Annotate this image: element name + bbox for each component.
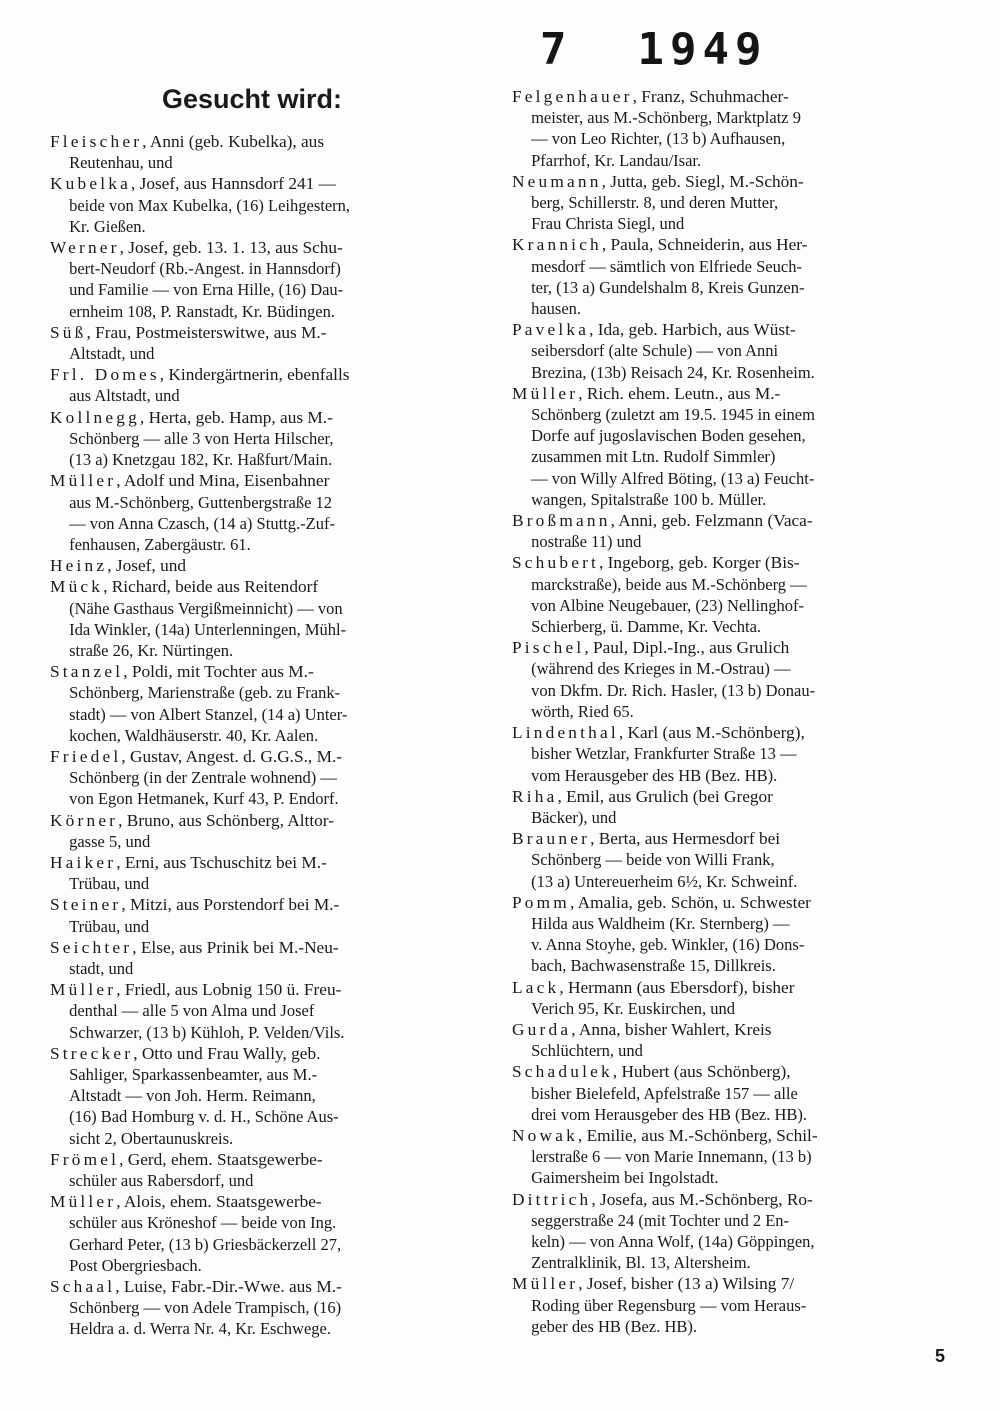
entry-line bbox=[50, 576, 490, 597]
entry-line: stadt, und bbox=[69, 958, 134, 978]
search-entry bbox=[50, 407, 490, 471]
entry-line: aus Altstadt, und bbox=[69, 386, 180, 406]
entry-line: bisher Bielefeld, Apfelstraße 157 — alle bbox=[531, 1083, 798, 1103]
entry-line: Post Obergriesbach. bbox=[69, 1255, 202, 1275]
right-entry-list bbox=[512, 86, 952, 1337]
entry-text: , Paula, Schneiderin, aus Her- bbox=[601, 235, 808, 255]
entry-line: Schönberg — beide von Willi Frank, bbox=[531, 850, 775, 870]
entry-text: , Richard, beide aus Reitendorf bbox=[103, 577, 319, 597]
entry-line bbox=[50, 407, 490, 428]
search-entry bbox=[512, 234, 952, 319]
entry-line bbox=[50, 661, 490, 682]
entry-text: , Adolf und Mina, Eisenbahner bbox=[116, 471, 330, 491]
entry-name: Pavelka bbox=[512, 320, 590, 340]
left-entry-list bbox=[50, 131, 490, 1340]
search-entry bbox=[512, 892, 952, 977]
entry-text: , Kindergärtnerin, ebenfalls bbox=[159, 365, 350, 385]
search-entry bbox=[50, 1149, 490, 1191]
entry-text: , Emil, aus Grulich (bei Gregor bbox=[557, 786, 773, 806]
entry-line bbox=[50, 746, 490, 767]
entry-name: Kubelka bbox=[50, 174, 131, 194]
entry-name: Heinz bbox=[50, 556, 108, 576]
entry-name: Kollnegg bbox=[50, 407, 140, 427]
search-entry bbox=[512, 1273, 952, 1337]
entry-text: , Frau, Postmeisterswitwe, aus M.- bbox=[86, 322, 327, 342]
search-entry bbox=[50, 810, 490, 852]
entry-text: , Bruno, aus Schönberg, Alttor- bbox=[118, 810, 334, 830]
entry-name: Lindenthal bbox=[512, 723, 619, 743]
entry-line: ernheim 108, P. Ranstadt, Kr. Büdingen. bbox=[69, 301, 335, 321]
date-stamp: 7 1949 bbox=[540, 24, 768, 75]
entry-line: Gaimersheim bei Ingolstadt. bbox=[531, 1168, 719, 1188]
search-entry bbox=[50, 937, 490, 979]
page-heading: Gesucht wird: bbox=[162, 84, 343, 114]
entry-line bbox=[512, 977, 952, 998]
entry-line: — von Willy Alfred Böting, (13 a) Feucht- bbox=[531, 468, 815, 488]
entry-name: Stanzel bbox=[50, 662, 124, 682]
entry-line: aus M.-Schönberg, Guttenbergstraße 12 bbox=[69, 492, 333, 512]
entry-line bbox=[512, 722, 952, 743]
search-entry bbox=[50, 852, 490, 894]
search-entry bbox=[50, 322, 490, 364]
entry-line: Schönberg — von Adele Trampisch, (16) bbox=[69, 1298, 342, 1318]
entry-name: Broßmann bbox=[512, 511, 611, 531]
entry-name: Steiner bbox=[50, 895, 122, 915]
entry-line: (13 a) Knetzgau 182, Kr. Haßfurt/Main. bbox=[69, 450, 333, 470]
entry-line: berg, Schillerstr. 8, und deren Mutter, bbox=[531, 193, 779, 213]
entry-line: geber des HB (Bez. HB). bbox=[531, 1316, 698, 1336]
entry-name: Körner bbox=[50, 810, 119, 830]
entry-name: Frl. Domes bbox=[50, 365, 160, 385]
entry-name: Gurda bbox=[512, 1019, 572, 1039]
search-entry bbox=[512, 171, 952, 235]
entry-line: und Familie — von Erna Hille, (16) Dau- bbox=[69, 280, 344, 300]
entry-line bbox=[50, 555, 490, 576]
entry-line bbox=[512, 786, 952, 807]
entry-line bbox=[512, 1189, 952, 1210]
entry-line bbox=[50, 852, 490, 873]
entry-line: ter, (13 a) Gundelshalm 8, Kreis Gunzen- bbox=[531, 277, 805, 297]
entry-line: hausen. bbox=[531, 299, 582, 319]
entry-text: , Amalia, geb. Schön, u. Schwester bbox=[569, 892, 811, 912]
entry-line: bach, Bachwasenstraße 15, Dillkreis. bbox=[531, 956, 776, 976]
entry-text: , Ida, geb. Harbich, aus Wüst- bbox=[589, 320, 796, 340]
entry-line: schüler aus Rabersdorf, und bbox=[69, 1171, 254, 1190]
entry-line bbox=[512, 510, 952, 531]
entry-line: zusammen mit Ltn. Rudolf Simmler) bbox=[531, 447, 776, 467]
search-entry bbox=[512, 319, 952, 383]
entry-line: fenhausen, Zabergäustr. 61. bbox=[69, 534, 251, 554]
entry-name: Dittrich bbox=[512, 1189, 592, 1209]
entry-text: , Anni, geb. Felzmann (Vaca- bbox=[610, 511, 813, 531]
entry-line: Schierberg, ü. Damme, Kr. Vechta. bbox=[531, 617, 762, 637]
entry-line: Gerhard Peter, (13 b) Griesbäckerzell 27, bbox=[69, 1234, 342, 1254]
entry-line: mesdorf — sämtlich von Elfriede Seuch- bbox=[531, 256, 802, 276]
entry-text: , Karl (aus M.-Schönberg), bbox=[618, 723, 805, 743]
entry-line: wangen, Spitalstraße 100 b. Müller. bbox=[531, 489, 767, 509]
entry-line bbox=[512, 637, 952, 658]
search-entry bbox=[512, 1189, 952, 1274]
entry-line bbox=[512, 892, 952, 913]
entry-line: v. Anna Stoyhe, geb. Winkler, (16) Dons- bbox=[531, 935, 805, 955]
entry-line bbox=[50, 937, 490, 958]
entry-line: schüler aus Kröneshof — beide von Ing. bbox=[69, 1213, 337, 1233]
entry-text: , Alois, ehem. Staatsgewerbe- bbox=[116, 1192, 322, 1212]
entry-line: drei vom Herausgeber des HB (Bez. HB). bbox=[531, 1104, 808, 1124]
entry-name: Werner bbox=[50, 238, 120, 258]
entry-line: von Dkfm. Dr. Rich. Hasler, (13 b) Donau- bbox=[531, 680, 816, 700]
entry-line: seggerstraße 24 (mit Tochter und 2 En- bbox=[531, 1210, 790, 1230]
search-entry bbox=[512, 786, 952, 828]
entry-line: Pfarrhof, Kr. Landau/Isar. bbox=[531, 150, 702, 170]
entry-line: (13 a) Untereuerheim 6½, Kr. Schweinf. bbox=[531, 871, 798, 891]
entry-text: , Josef, aus Hannsdorf 241 — bbox=[130, 174, 336, 194]
entry-line: bert-Neudorf (Rb.-Angest. in Hannsdorf) bbox=[69, 259, 341, 279]
search-entry bbox=[50, 364, 490, 406]
search-entry bbox=[50, 1276, 490, 1340]
entry-line: Dorfe auf jugoslavischen Boden gesehen, bbox=[531, 426, 806, 446]
entry-line: Zentralklinik, Bl. 13, Altersheim. bbox=[531, 1253, 751, 1273]
search-entry bbox=[50, 470, 490, 555]
entry-line: Altstadt — von Joh. Herm. Reimann, bbox=[69, 1086, 316, 1106]
entry-name: Neumann bbox=[512, 171, 602, 191]
entry-line: seibersdorf (alte Schule) — von Anni bbox=[531, 341, 779, 361]
entry-text: , Otto und Frau Wally, geb. bbox=[133, 1043, 321, 1063]
entry-line: von Albine Neugebauer, (23) Nellinghof- bbox=[531, 595, 805, 615]
search-entry bbox=[512, 1125, 952, 1189]
entry-line: Ida Winkler, (14a) Unterlenningen, Mühl- bbox=[69, 619, 347, 639]
entry-name: Süß bbox=[50, 322, 87, 342]
entry-line: Trübau, und bbox=[69, 916, 150, 936]
entry-line bbox=[50, 173, 490, 194]
entry-line: lerstraße 6 — von Marie Innemann, (13 b) bbox=[531, 1147, 812, 1167]
entry-text: , Mitzi, aus Porstendorf bei M.- bbox=[121, 895, 340, 915]
entry-name: Müller bbox=[50, 471, 117, 491]
entry-line: Frau Christa Siegl, und bbox=[531, 214, 685, 234]
entry-line: — von Leo Richter, (13 b) Aufhausen, bbox=[531, 129, 786, 149]
entry-line: bisher Wetzlar, Frankfurter Straße 13 — bbox=[531, 744, 797, 764]
entry-name: Müller bbox=[50, 1192, 117, 1212]
entry-text: , Hubert (aus Schönberg), bbox=[612, 1062, 791, 1082]
entry-line: Schönberg — alle 3 von Herta Hilscher, bbox=[69, 428, 334, 448]
search-entry bbox=[50, 131, 490, 173]
entry-name: Müller bbox=[512, 1274, 579, 1294]
entry-name: Mück bbox=[50, 577, 104, 597]
entry-line: Schönberg (in der Zentrale wohnend) — bbox=[69, 768, 337, 788]
search-entry bbox=[512, 552, 952, 637]
entry-line: — von Anna Czasch, (14 a) Stuttg.-Zuf- bbox=[69, 513, 335, 533]
entry-line: wörth, Ried 65. bbox=[531, 701, 634, 721]
search-entry bbox=[50, 237, 490, 322]
entry-text: , Gustav, Angest. d. G.G.S., M.- bbox=[121, 746, 343, 766]
entry-text: , Josef, und bbox=[107, 556, 186, 576]
entry-line bbox=[50, 1043, 490, 1064]
entry-line: stadt) — von Albert Stanzel, (14 a) Unter- bbox=[69, 704, 348, 724]
search-entry bbox=[50, 576, 490, 661]
search-entry bbox=[50, 1191, 490, 1276]
entry-line: kochen, Waldhäuserstr. 40, Kr. Aalen. bbox=[69, 725, 319, 745]
entry-line: Heldra a. d. Werra Nr. 4, Kr. Eschwege. bbox=[69, 1319, 331, 1339]
entry-line: Schönberg, Marienstraße (geb. zu Frank- bbox=[69, 683, 341, 703]
search-entry bbox=[512, 1019, 952, 1061]
entry-line: keln) — von Anna Wolf, (14a) Göppingen, bbox=[531, 1231, 815, 1251]
search-entry bbox=[50, 555, 490, 576]
entry-text: , Gerd, ehem. Staatsgewerbe- bbox=[119, 1149, 323, 1169]
entry-line bbox=[50, 1149, 490, 1170]
entry-name: Frömel bbox=[50, 1149, 120, 1169]
entry-line bbox=[50, 470, 490, 491]
left-column bbox=[50, 0, 490, 1340]
search-entry bbox=[50, 894, 490, 936]
entry-text: , Anni (geb. Kubelka), aus bbox=[142, 132, 325, 152]
entry-text: , Rich. ehem. Leutn., aus M.- bbox=[578, 383, 781, 403]
entry-line: gasse 5, und bbox=[69, 831, 151, 851]
entry-line: straße 26, Kr. Nürtingen. bbox=[69, 640, 234, 660]
entry-name: Felgenhauer bbox=[512, 87, 633, 106]
entry-text: , Jutta, geb. Siegl, M.-Schön- bbox=[601, 171, 804, 191]
search-entry bbox=[50, 661, 490, 746]
entry-line: Roding über Regensburg — vom Heraus- bbox=[531, 1295, 807, 1315]
entry-line bbox=[50, 810, 490, 831]
entry-line: Kr. Gießen. bbox=[69, 216, 146, 236]
search-entry bbox=[512, 383, 952, 510]
entry-line bbox=[512, 552, 952, 573]
search-entry bbox=[50, 746, 490, 810]
search-entry bbox=[512, 977, 952, 1019]
entry-line: Brezina, (13b) Reisach 24, Kr. Rosenheim. bbox=[531, 362, 815, 382]
entry-text: , Luise, Fabr.-Dir.-Wwe. aus M.- bbox=[115, 1277, 342, 1297]
entry-line bbox=[50, 322, 490, 343]
entry-line: (Nähe Gasthaus Vergißmeinnicht) — von bbox=[69, 598, 343, 618]
search-entry bbox=[512, 1061, 952, 1125]
search-entry bbox=[50, 173, 490, 237]
search-entry bbox=[50, 979, 490, 1043]
entry-line bbox=[512, 234, 952, 255]
entry-text: , Josef, geb. 13. 1. 13, aus Schu- bbox=[119, 238, 343, 258]
entry-line: beide von Max Kubelka, (16) Leihgestern, bbox=[69, 195, 351, 215]
entry-name: Riha bbox=[512, 786, 558, 806]
entry-name: Friedel bbox=[50, 746, 122, 766]
entry-name: Schadulek bbox=[512, 1062, 613, 1082]
entry-text: , Paul, Dipl.-Ing., aus Grulich bbox=[584, 638, 790, 658]
entry-line: Schönberg (zuletzt am 19.5. 1945 in einem bbox=[531, 405, 815, 425]
entry-name: Pischel bbox=[512, 638, 585, 658]
entry-line bbox=[50, 979, 490, 1000]
entry-line: sicht 2, Obertaunuskreis. bbox=[69, 1128, 234, 1148]
entry-name: Haiker bbox=[50, 852, 117, 872]
page-number: 5 bbox=[935, 1346, 946, 1366]
entry-line: Schlüchtern, und bbox=[531, 1041, 643, 1061]
search-entry bbox=[512, 828, 952, 892]
entry-line bbox=[512, 171, 952, 192]
entry-line bbox=[512, 86, 952, 107]
right-column bbox=[512, 0, 952, 1337]
entry-line: Altstadt, und bbox=[69, 344, 155, 364]
search-entry bbox=[512, 510, 952, 552]
entry-line bbox=[50, 364, 490, 385]
entry-text: , Berta, aus Hermesdorf bei bbox=[590, 829, 781, 849]
entry-line: meister, aus M.-Schönberg, Marktplatz 9 bbox=[531, 108, 802, 128]
entry-line bbox=[512, 1125, 952, 1146]
entry-line: (16) Bad Homburg v. d. H., Schöne Aus- bbox=[69, 1107, 339, 1127]
entry-line bbox=[512, 828, 952, 849]
search-entry bbox=[512, 722, 952, 786]
entry-line: denthal — alle 5 von Alma und Josef bbox=[69, 1001, 315, 1021]
entry-text: , Friedl, aus Lobnig 150 ü. Freu- bbox=[116, 980, 342, 1000]
entry-name: Seichter bbox=[50, 937, 133, 957]
entry-text: , Josef, bisher (13 a) Wilsing 7/ bbox=[578, 1274, 795, 1294]
entry-line: (während des Krieges in M.-Ostrau) — bbox=[531, 659, 791, 679]
search-entry bbox=[50, 1043, 490, 1149]
search-entry bbox=[512, 86, 952, 171]
entry-line bbox=[50, 1191, 490, 1212]
entry-text: , Ingeborg, geb. Korger (Bis- bbox=[599, 553, 800, 573]
entry-name: Strecker bbox=[50, 1043, 134, 1063]
entry-text: , Else, aus Prinik bei M.-Neu- bbox=[132, 937, 339, 957]
entry-name: Pomm bbox=[512, 892, 570, 912]
entry-name: Fleischer bbox=[50, 132, 143, 152]
entry-line bbox=[50, 237, 490, 258]
entry-name: Schaal bbox=[50, 1277, 116, 1297]
entry-name: Müller bbox=[512, 383, 579, 403]
entry-line bbox=[512, 1019, 952, 1040]
search-entry bbox=[512, 637, 952, 722]
entry-line bbox=[512, 319, 952, 340]
entry-line: von Egon Hetmanek, Kurf 43, P. Endorf. bbox=[69, 789, 339, 809]
entry-line: Sahliger, Sparkassenbeamter, aus M.- bbox=[69, 1064, 318, 1084]
entry-name: Nowak bbox=[512, 1125, 578, 1145]
entry-name: Müller bbox=[50, 980, 117, 1000]
entry-line bbox=[50, 894, 490, 915]
entry-name: Krannich bbox=[512, 235, 602, 255]
entry-text: , Erni, aus Tschuschitz bei M.- bbox=[116, 852, 327, 872]
entry-text: , Anna, bisher Wahlert, Kreis bbox=[571, 1019, 772, 1039]
entry-line: Trübau, und bbox=[69, 874, 150, 894]
entry-name: Brauner bbox=[512, 829, 591, 849]
entry-line: vom Herausgeber des HB (Bez. HB). bbox=[531, 765, 778, 785]
entry-name: Schubert bbox=[512, 553, 600, 573]
entry-line bbox=[50, 1276, 490, 1297]
entry-line: Reutenhau, und bbox=[69, 153, 173, 173]
entry-text: , Poldi, mit Tochter aus M.- bbox=[123, 662, 314, 682]
entry-name: Lack bbox=[512, 977, 560, 997]
entry-line: marckstraße), beide aus M.-Schönberg — bbox=[531, 574, 807, 594]
entry-line: Verich 95, Kr. Euskirchen, und bbox=[531, 998, 736, 1018]
entry-text: , Franz, Schuhmacher- bbox=[632, 87, 789, 106]
entry-line: Schwarzer, (13 b) Kühloh, P. Velden/Vils. bbox=[69, 1022, 345, 1042]
entry-text: , Emilie, aus M.-Schönberg, Schil- bbox=[577, 1125, 818, 1145]
entry-line bbox=[512, 1061, 952, 1082]
entry-line bbox=[50, 131, 490, 152]
entry-text: , Josefa, aus M.-Schönberg, Ro- bbox=[591, 1189, 813, 1209]
entry-line bbox=[512, 1273, 952, 1294]
entry-line: Hilda aus Waldheim (Kr. Sternberg) — bbox=[531, 913, 790, 933]
entry-line: Bäcker), und bbox=[531, 807, 617, 827]
entry-line: nostraße 11) und bbox=[531, 532, 642, 552]
entry-text: , Hermann (aus Ebersdorf), bisher bbox=[559, 977, 795, 997]
entry-line bbox=[512, 383, 952, 404]
entry-text: , Herta, geb. Hamp, aus M.- bbox=[139, 407, 333, 427]
